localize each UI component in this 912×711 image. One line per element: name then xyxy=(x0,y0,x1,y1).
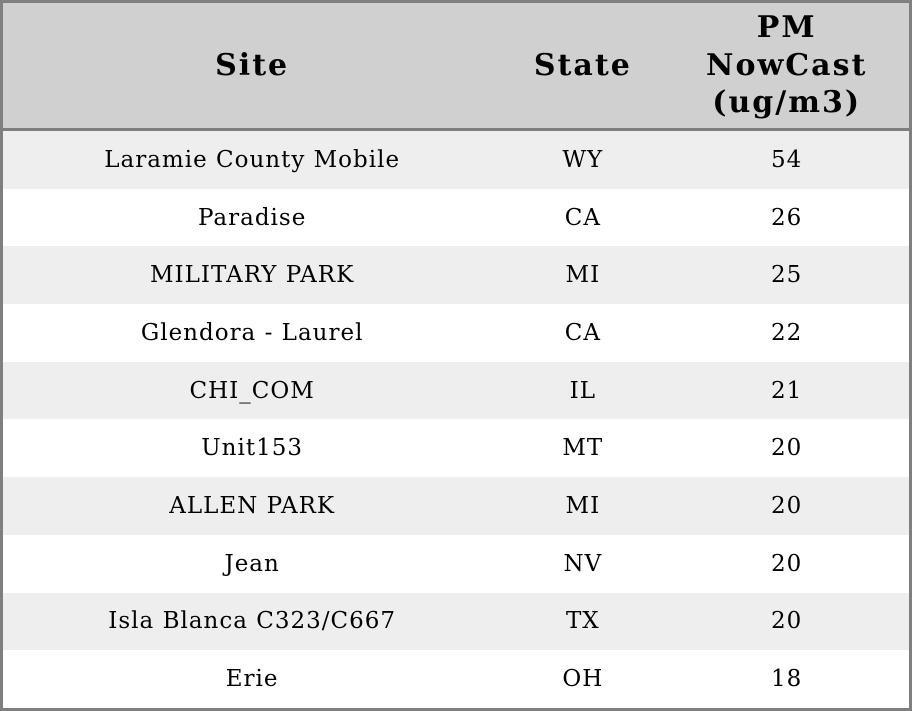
state-cell: CA xyxy=(564,319,601,346)
table-row xyxy=(3,650,909,708)
table-row xyxy=(3,362,909,420)
table-row xyxy=(3,130,909,189)
state-cell: WY xyxy=(562,146,604,173)
table-row xyxy=(3,304,909,362)
pm-header-line-2: NowCast xyxy=(706,47,868,83)
state-cell: NV xyxy=(563,550,603,577)
site-cell: Isla Blanca C323/C667 xyxy=(108,608,396,635)
value-cell: 54 xyxy=(771,146,803,173)
site-cell: MILITARY PARK xyxy=(150,262,355,289)
value-cell: 20 xyxy=(771,550,803,577)
table-body xyxy=(3,130,909,709)
value-cell: 26 xyxy=(771,204,803,231)
table-row xyxy=(3,535,909,593)
site-cell: Erie xyxy=(225,666,279,693)
pm-nowcast-table xyxy=(3,3,909,708)
site-cell: Glendora - Laurel xyxy=(140,319,364,346)
state-cell: TX xyxy=(565,608,600,635)
state-cell: CA xyxy=(564,204,601,231)
column-header-site: Site xyxy=(3,3,501,130)
table-row xyxy=(3,246,909,304)
state-cell: MI xyxy=(565,492,601,519)
value-cell: 25 xyxy=(771,262,803,289)
table-row xyxy=(3,477,909,535)
site-cell: Paradise xyxy=(197,204,307,231)
site-cell: ALLEN PARK xyxy=(169,492,336,519)
value-cell: 18 xyxy=(771,666,803,693)
table-row xyxy=(3,593,909,651)
state-cell: IL xyxy=(569,377,597,404)
pm-header-line-3: (ug/m3) xyxy=(712,85,862,121)
table-row xyxy=(3,419,909,477)
site-cell: Unit153 xyxy=(201,435,303,462)
column-header-pm-nowcast xyxy=(664,3,909,130)
value-cell: 20 xyxy=(771,608,803,635)
state-cell: MT xyxy=(562,435,604,462)
column-header-state: State xyxy=(501,3,664,130)
value-cell: 20 xyxy=(771,492,803,519)
site-cell: CHI_COM xyxy=(189,377,315,404)
site-cell: Jean xyxy=(224,550,280,577)
pm-header-line-1: PM xyxy=(756,9,817,45)
site-cell: Laramie County Mobile xyxy=(104,146,401,173)
state-cell: OH xyxy=(562,666,604,693)
table-row xyxy=(3,189,909,247)
state-cell: MI xyxy=(565,262,601,289)
value-cell: 22 xyxy=(771,319,803,346)
value-cell: 21 xyxy=(771,377,803,404)
header-row xyxy=(3,3,909,130)
value-cell: 20 xyxy=(771,435,803,462)
table-header xyxy=(3,3,909,130)
